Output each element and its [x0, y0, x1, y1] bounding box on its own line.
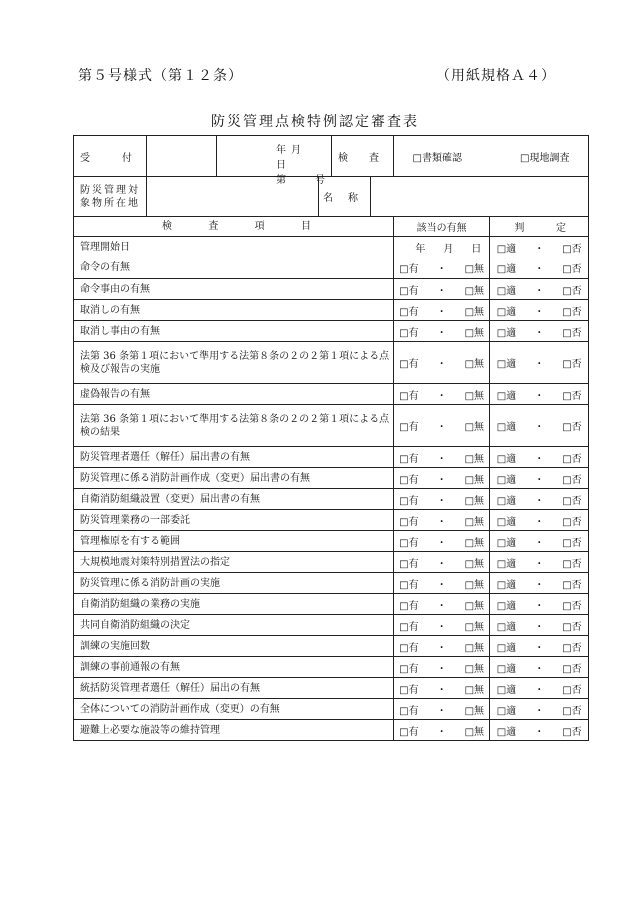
item-label: 全体についての消防計画作成（変更）の有無 — [80, 703, 280, 715]
judgement-cell: □適 ・ □否 — [489, 531, 588, 551]
applicability-cell: □有 ・ □無 — [393, 257, 490, 278]
ng-checkbox[interactable]: □否 — [562, 474, 582, 486]
applicability-cell: □有 ・ □無 — [393, 321, 490, 341]
table-header — [74, 216, 588, 236]
inspection-options — [393, 136, 588, 176]
table-row — [74, 551, 588, 572]
paper-size-note: （用紙規格Ａ４） — [436, 68, 556, 84]
table-row — [74, 656, 588, 677]
judgement-cell: □適 ・ □否 — [489, 720, 588, 740]
item-label: 防災管理に係る消防計画の実施 — [80, 577, 220, 589]
yes-checkbox[interactable]: □有 — [399, 537, 419, 549]
ng-checkbox[interactable]: □否 — [562, 285, 582, 297]
table-row — [74, 530, 588, 551]
yes-checkbox[interactable]: □有 — [399, 726, 419, 738]
yes-checkbox[interactable]: □有 — [399, 621, 419, 633]
ng-checkbox[interactable]: □否 — [562, 306, 582, 318]
yes-checkbox[interactable]: □有 — [399, 684, 419, 696]
ng-checkbox[interactable]: □否 — [562, 516, 582, 528]
item-label: 防災管理に係る消防計画作成（変更）届出書の有無 — [80, 472, 310, 484]
no-checkbox[interactable]: □無 — [464, 327, 485, 339]
ok-checkbox[interactable]: □適 — [496, 285, 517, 297]
ng-checkbox[interactable]: □否 — [562, 558, 582, 570]
day-label: 日 — [276, 160, 286, 171]
applicability-cell: □有 ・ □無 — [393, 447, 490, 467]
applicability-cell: □有 ・ □無 — [393, 573, 490, 593]
table-row — [74, 383, 588, 404]
ok-checkbox[interactable]: □適 — [496, 264, 517, 275]
ng-checkbox[interactable]: □否 — [562, 453, 582, 465]
applicability-cell: □有 ・ □無 — [393, 384, 490, 404]
judgement-cell: □適 ・ □否 — [489, 552, 588, 572]
judgement-cell: □適 ・ □否 — [489, 657, 588, 677]
yes-checkbox[interactable]: □有 — [399, 306, 419, 318]
location-field[interactable] — [146, 177, 318, 216]
ok-checkbox[interactable]: □適 — [496, 684, 517, 696]
no-checkbox[interactable]: □無 — [464, 285, 485, 297]
receipt-label: 受 付 — [80, 152, 132, 164]
no-checkbox[interactable]: □無 — [464, 726, 485, 738]
table-row — [74, 467, 588, 488]
yes-checkbox[interactable]: □有 — [399, 285, 419, 297]
ok-checkbox[interactable]: □適 — [496, 243, 517, 255]
no-checkbox[interactable]: □無 — [464, 474, 485, 486]
review-table — [73, 135, 589, 741]
ng-checkbox[interactable]: □否 — [562, 642, 582, 654]
judgement-cell: □適 ・ □否 — [489, 300, 588, 320]
form-number: 第５号様式（第１２条） — [78, 68, 243, 84]
table-row — [74, 719, 588, 740]
table-row — [74, 278, 588, 299]
applicability-cell: □有 ・ □無 — [393, 489, 490, 509]
location-row — [74, 176, 588, 216]
table-row — [74, 635, 588, 656]
ng-checkbox[interactable]: □否 — [562, 684, 582, 696]
table-row — [74, 257, 588, 278]
item-label: 避難上必要な施設等の維持管理 — [80, 724, 220, 736]
judgement-cell: □適 ・ □否 — [489, 279, 588, 299]
ng-checkbox[interactable]: □否 — [562, 359, 582, 370]
ng-checkbox[interactable]: □否 — [562, 327, 582, 339]
table-row — [74, 677, 588, 698]
applicability-cell: □有 ・ □無 — [393, 594, 490, 614]
no-checkbox[interactable]: □無 — [464, 705, 485, 717]
no-checkbox[interactable]: □無 — [464, 264, 485, 275]
ok-checkbox[interactable]: □適 — [496, 642, 517, 654]
year-label: 年 — [276, 145, 286, 156]
judgement-cell: □適 ・ □否 — [489, 615, 588, 635]
judgement-cell: □適 ・ □否 — [489, 321, 588, 341]
no-checkbox[interactable]: □無 — [464, 663, 485, 675]
ok-checkbox[interactable]: □適 — [496, 663, 517, 675]
applicability-header: 該当の有無 — [393, 217, 489, 236]
no-checkbox[interactable]: □無 — [464, 621, 485, 633]
ok-checkbox[interactable]: □適 — [496, 453, 517, 465]
item-label: 虚偽報告の有無 — [80, 388, 150, 400]
ng-checkbox[interactable]: □否 — [562, 705, 582, 717]
ok-checkbox[interactable]: □適 — [496, 600, 517, 612]
ok-checkbox[interactable]: □適 — [496, 474, 517, 486]
table-row — [74, 593, 588, 614]
judgement-cell: □適 ・ □否 — [489, 405, 588, 446]
ng-checkbox[interactable]: □否 — [562, 390, 582, 402]
yes-checkbox[interactable]: □有 — [399, 359, 419, 370]
item-label: 訓練の事前通報の有無 — [80, 661, 180, 673]
applicability-cell: □有 ・ □無 — [393, 510, 490, 530]
judgement-cell: □適 ・ □否 — [489, 510, 588, 530]
yes-checkbox[interactable]: □有 — [399, 453, 419, 465]
item-label: 管理権原を有する範囲 — [80, 535, 180, 547]
table-row — [74, 488, 588, 509]
ng-checkbox[interactable]: □否 — [562, 243, 582, 255]
no-checkbox[interactable]: □無 — [464, 579, 485, 591]
ng-checkbox[interactable]: □否 — [562, 422, 582, 433]
table-row — [74, 509, 588, 530]
receipt-row — [74, 136, 588, 186]
table-row — [74, 572, 588, 593]
item-label: 命令事由の有無 — [80, 283, 150, 295]
start-date-cell[interactable]: 年 月 日 — [393, 237, 490, 257]
ok-checkbox[interactable]: □適 — [496, 306, 517, 318]
ng-checkbox[interactable]: □否 — [562, 600, 582, 612]
ng-checkbox[interactable]: □否 — [562, 621, 582, 633]
no-checkbox[interactable]: □無 — [464, 306, 485, 318]
item-label: 共同自衛消防組織の決定 — [80, 619, 190, 631]
item-label: 法第 36 条第１項において準用する法第８条の２の２第１項による点検の結果 — [80, 413, 390, 438]
no-checkbox[interactable]: □無 — [464, 359, 485, 370]
judgement-cell: □適 ・ □否 — [489, 699, 588, 719]
ok-checkbox[interactable]: □適 — [496, 579, 517, 591]
applicability-cell: □有 ・ □無 — [393, 552, 490, 572]
judgement-header: 判 定 — [489, 217, 588, 236]
name-label: 名 称 — [318, 177, 370, 216]
ok-checkbox[interactable]: □適 — [496, 359, 517, 370]
ok-checkbox[interactable]: □適 — [496, 558, 517, 570]
ng-checkbox[interactable]: □否 — [562, 495, 582, 507]
no-checkbox[interactable]: □無 — [464, 684, 485, 696]
ng-checkbox[interactable]: □否 — [562, 537, 582, 549]
judgement-cell: □適 ・ □否 — [489, 257, 588, 278]
item-label: 命令の有無 — [80, 262, 130, 273]
applicability-cell: □有 ・ □無 — [393, 300, 490, 320]
no-checkbox[interactable]: □無 — [464, 390, 485, 402]
receipt-date-number[interactable] — [216, 136, 331, 186]
table-row — [74, 299, 588, 320]
yes-checkbox[interactable]: □有 — [399, 642, 419, 654]
table-row — [74, 404, 588, 446]
ok-checkbox[interactable]: □適 — [496, 537, 517, 549]
yes-checkbox[interactable]: □有 — [399, 422, 419, 433]
inspection-item-header: 検 査 項 目 — [162, 221, 311, 232]
ng-checkbox[interactable]: □否 — [562, 726, 582, 738]
applicability-cell: □有 ・ □無 — [393, 636, 490, 656]
judgement-cell: □適 ・ □否 — [489, 678, 588, 698]
ok-checkbox[interactable]: □適 — [496, 705, 517, 717]
judgement-cell: □適 ・ □否 — [489, 447, 588, 467]
no-checkbox[interactable]: □無 — [464, 558, 485, 570]
ng-checkbox[interactable]: □否 — [562, 579, 582, 591]
applicability-cell: □有 ・ □無 — [393, 657, 490, 677]
no-checkbox[interactable]: □無 — [464, 642, 485, 654]
ok-checkbox[interactable]: □適 — [496, 422, 517, 433]
yes-checkbox[interactable]: □有 — [399, 558, 419, 570]
applicability-cell: □有 ・ □無 — [393, 279, 490, 299]
ok-checkbox[interactable]: □適 — [496, 327, 517, 339]
yes-checkbox[interactable]: □有 — [399, 474, 419, 486]
no-checkbox[interactable]: □無 — [464, 453, 485, 465]
applicability-cell: □有 ・ □無 — [393, 699, 490, 719]
item-label: 取消しの有無 — [80, 304, 140, 316]
judgement-cell: □適 ・ □否 — [489, 636, 588, 656]
inspection-label: 検 査 — [331, 136, 393, 176]
month-label: 月 — [291, 145, 301, 156]
no-checkbox[interactable]: □無 — [464, 495, 485, 507]
table-row — [74, 614, 588, 635]
judgement-cell: □適 ・ □否 — [489, 573, 588, 593]
table-row — [74, 236, 588, 257]
item-label: 訓練の実施回数 — [80, 640, 150, 652]
go-label: 号 — [315, 175, 325, 186]
no-checkbox[interactable]: □無 — [464, 537, 485, 549]
yes-checkbox[interactable]: □有 — [399, 705, 419, 717]
judgement-cell: □適 ・ □否 — [489, 468, 588, 488]
table-row — [74, 446, 588, 467]
yes-checkbox[interactable]: □有 — [399, 327, 419, 339]
yes-checkbox[interactable]: □有 — [399, 390, 419, 402]
applicability-cell: □有 ・ □無 — [393, 678, 490, 698]
judgement-cell: □適 ・ □否 — [489, 489, 588, 509]
no-checkbox[interactable]: □無 — [464, 422, 485, 433]
item-label: 統括防災管理者選任（解任）届出の有無 — [80, 682, 260, 694]
applicability-cell: □有 ・ □無 — [393, 405, 490, 446]
judgement-cell: □適 ・ □否 — [489, 342, 588, 383]
no-checkbox[interactable]: □無 — [464, 516, 485, 528]
item-label: 自衛消防組織の業務の実施 — [80, 598, 200, 610]
yes-checkbox[interactable]: □有 — [399, 579, 419, 591]
site-survey-option[interactable]: □現地調査 — [520, 152, 570, 164]
table-row — [74, 698, 588, 719]
item-label: 防災管理業務の一部委託 — [80, 514, 190, 526]
applicability-cell: □有 ・ □無 — [393, 342, 490, 383]
dai-label: 第 — [276, 175, 286, 186]
judgement-cell: □適 ・ □否 — [489, 237, 588, 257]
item-label: 取消し事由の有無 — [80, 325, 160, 337]
ok-checkbox[interactable]: □適 — [496, 726, 517, 738]
ok-checkbox[interactable]: □適 — [496, 621, 517, 633]
applicability-cell: □有 ・ □無 — [393, 720, 490, 740]
table-row — [74, 320, 588, 341]
applicability-cell: □有 ・ □無 — [393, 468, 490, 488]
ok-checkbox[interactable]: □適 — [496, 516, 517, 528]
no-checkbox[interactable]: □無 — [464, 600, 485, 612]
document-check-option[interactable]: □書類確認 — [412, 152, 462, 164]
item-label: 大規模地震対策特別措置法の指定 — [80, 556, 230, 568]
judgement-cell: □適 ・ □否 — [489, 384, 588, 404]
receipt-blank[interactable] — [146, 136, 216, 176]
item-label: 法第 36 条第１項において準用する法第８条の２の２第１項による点検及び報告の実施 — [80, 350, 390, 375]
ok-checkbox[interactable]: □適 — [496, 390, 517, 402]
location-label: 防災管理対 象物所在地 — [80, 184, 140, 209]
ok-checkbox[interactable]: □適 — [496, 495, 517, 507]
judgement-cell: □適 ・ □否 — [489, 594, 588, 614]
item-label: 防災管理者選任（解任）届出書の有無 — [80, 451, 250, 463]
yes-checkbox[interactable]: □有 — [399, 264, 419, 275]
item-label: 自衛消防組織設置（変更）届出書の有無 — [80, 493, 260, 505]
yes-checkbox[interactable]: □有 — [399, 663, 419, 675]
ng-checkbox[interactable]: □否 — [562, 663, 582, 675]
yes-checkbox[interactable]: □有 — [399, 516, 419, 528]
yes-checkbox[interactable]: □有 — [399, 600, 419, 612]
document-title: 防災管理点検特例認定審査表 — [211, 114, 419, 130]
yes-checkbox[interactable]: □有 — [399, 495, 419, 507]
ng-checkbox[interactable]: □否 — [562, 264, 582, 275]
applicability-cell: □有 ・ □無 — [393, 615, 490, 635]
applicability-cell: □有 ・ □無 — [393, 531, 490, 551]
name-field[interactable] — [370, 177, 588, 216]
table-row — [74, 341, 588, 383]
item-label: 管理開始日 — [80, 241, 130, 253]
